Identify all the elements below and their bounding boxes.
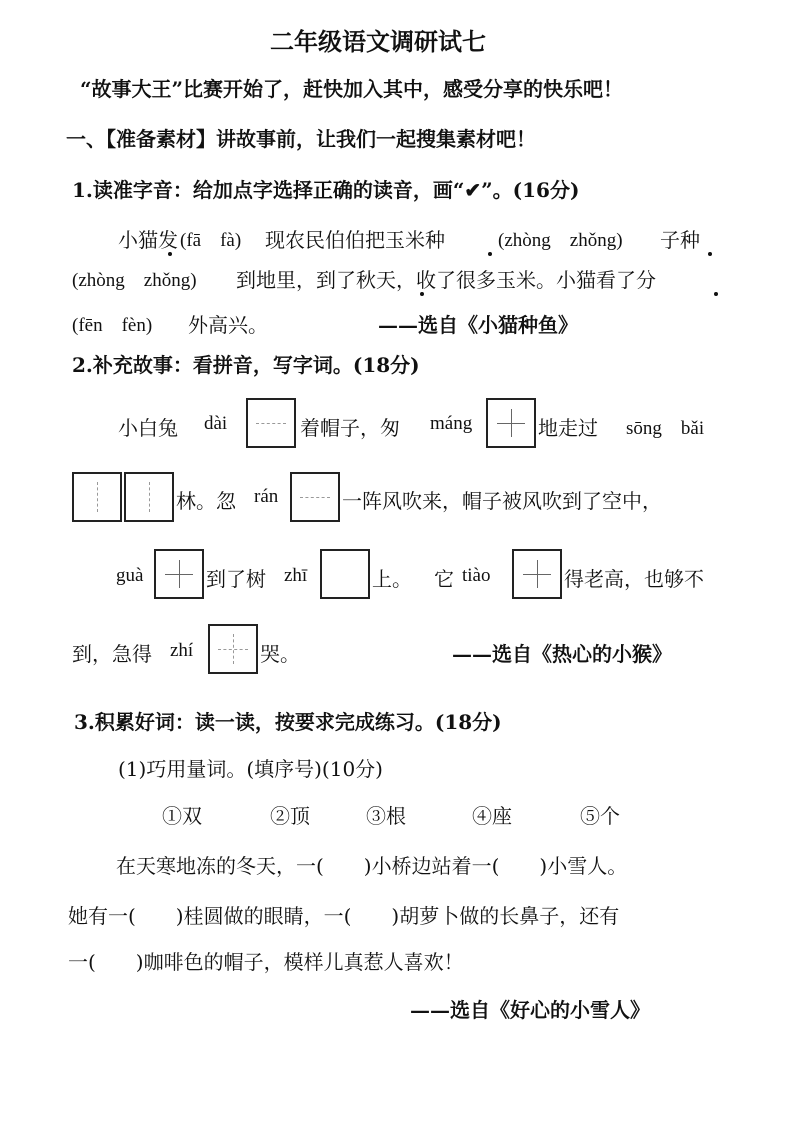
q2-r1-text-a: 小白兔: [118, 416, 178, 440]
q2-r3-text-b: 上。: [372, 567, 412, 591]
q2-pinyin-mang: máng: [430, 413, 473, 434]
q2-pinyin-tiao: tiào: [462, 565, 491, 586]
q2-pinyin-ran: rán: [254, 486, 279, 507]
emphasis-dot: [488, 252, 492, 256]
answer-box-bai[interactable]: [124, 472, 174, 522]
q2-pinyin-zhi: zhī: [284, 565, 308, 586]
option-3: ③根: [366, 804, 406, 828]
emphasis-dot: [714, 292, 718, 296]
emphasis-dot: [168, 252, 172, 256]
option-2: ②顶: [270, 804, 310, 828]
q2-r4-text-b: 哭。: [260, 642, 300, 666]
q3-source: ——选自《好心的小雪人》: [410, 998, 650, 1022]
q2-r2-text-b: 一阵风吹来，帽子被风吹到了空中，: [342, 489, 662, 513]
q2-r2-text-a: 林。忽: [176, 489, 236, 513]
q3-paragraph-line3[interactable]: 一( )咖啡色的帽子，模样儿真惹人喜欢！: [68, 950, 464, 974]
answer-box-dai[interactable]: [246, 398, 296, 448]
q2-r1-text-b: 着帽子，匆: [300, 416, 400, 440]
q2-pinyin-zhi2: zhí: [170, 640, 194, 661]
intro-text: “故事大王”比赛开始了，赶快加入其中，感受分享的快乐吧！: [80, 77, 624, 101]
q1-heading: 1.读准字音：给加点字选择正确的读音，画“✔”。(16分): [72, 178, 580, 202]
option-5: ⑤个: [580, 804, 620, 828]
q1-line1-text-a: 小猫发: [118, 228, 178, 252]
q3-paragraph-line1[interactable]: 在天寒地冻的冬天，一( )小桥边站着一( )小雪人。: [116, 854, 628, 878]
q3-sub1: (1)巧用量词。(填序号)(10分): [118, 757, 383, 781]
q1-pinyin-fa[interactable]: (fā fà): [180, 230, 242, 251]
page-title: 二年级语文调研试七: [270, 27, 486, 56]
q2-r3-text-a: 到了树: [206, 567, 266, 591]
answer-box-zhi[interactable]: [320, 549, 370, 599]
q2-source: ——选自《热心的小猴》: [452, 642, 672, 666]
option-4: ④座: [472, 804, 512, 828]
q1-line1-text-b: 现农民伯伯把玉米种: [265, 228, 445, 252]
q1-pinyin-zhong-2[interactable]: (zhòng zhǒng): [72, 270, 197, 291]
q2-heading: 2.补充故事：看拼音，写字词。(18分): [72, 353, 420, 377]
q2-pinyin-gua: guà: [116, 565, 144, 586]
q2-pinyin-dai: dài: [204, 413, 228, 434]
answer-box-tiao[interactable]: [512, 549, 562, 599]
section1-heading: 一、【准备素材】讲故事前，让我们一起搜集素材吧！: [66, 127, 536, 151]
emphasis-dot: [420, 292, 424, 296]
q1-line1-text-c: 子种: [660, 228, 700, 252]
answer-box-mang[interactable]: [486, 398, 536, 448]
q3-paragraph-line2[interactable]: 她有一( )桂圆做的眼睛，一( )胡萝卜做的长鼻子，还有: [68, 904, 620, 928]
q2-pinyin-songbai: sōng bǎi: [626, 418, 705, 439]
q1-line2-text: 到地里，到了秋天，收了很多玉米。小猫看了分: [236, 268, 656, 292]
q2-r3-text-d: 得老高，也够不: [564, 567, 704, 591]
answer-box-song[interactable]: [72, 472, 122, 522]
q2-r4-text-a: 到，急得: [72, 642, 152, 666]
q1-source: ——选自《小猫种鱼》: [378, 313, 578, 337]
answer-box-zhi2[interactable]: [208, 624, 258, 674]
q2-r1-text-c: 地走过: [538, 416, 598, 440]
answer-box-gua[interactable]: [154, 549, 204, 599]
answer-box-ran[interactable]: [290, 472, 340, 522]
q3-heading: 3.积累好词：读一读，按要求完成练习。(18分): [74, 710, 502, 734]
q2-r3-text-c: 它: [434, 567, 454, 591]
q1-line3-text: 外高兴。: [188, 313, 268, 337]
q1-pinyin-zhong-1[interactable]: (zhòng zhǒng): [498, 230, 623, 251]
option-1: ①双: [162, 804, 202, 828]
q1-pinyin-fen[interactable]: (fēn fèn): [72, 315, 153, 336]
emphasis-dot: [708, 252, 712, 256]
